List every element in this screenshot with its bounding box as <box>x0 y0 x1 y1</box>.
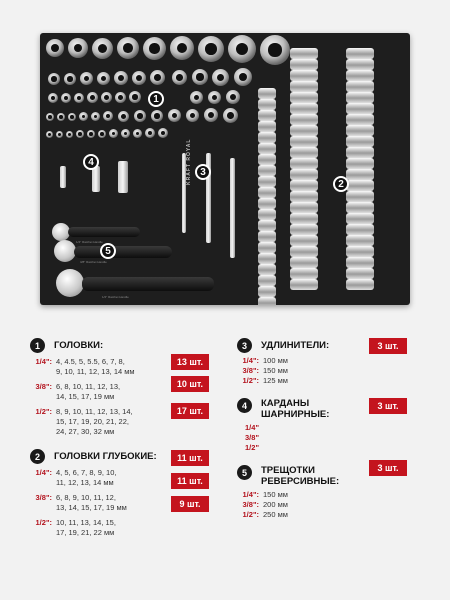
socket <box>198 36 224 62</box>
deep-socket <box>290 114 318 125</box>
deep-socket <box>258 165 276 176</box>
socket <box>109 129 118 138</box>
deep-socket <box>346 59 374 70</box>
socket <box>168 109 181 122</box>
deep-socket <box>258 253 276 264</box>
size-label: 1/4": <box>242 356 259 365</box>
socket <box>151 110 163 122</box>
socket <box>115 92 126 103</box>
count-badge: 17 шт. <box>171 403 209 419</box>
deep-socket <box>290 125 318 136</box>
list-item <box>237 510 417 520</box>
size-value: 200 мм <box>263 500 288 509</box>
list-item <box>237 423 417 433</box>
deep-socket <box>346 202 374 213</box>
deep-socket <box>258 121 276 132</box>
list-item <box>237 490 417 500</box>
socket <box>158 128 168 138</box>
socket <box>46 113 54 121</box>
size-values: 6, 8, 9, 10, 11, 12, 13, 14, 15, 17, 19 мм <box>56 493 127 512</box>
deep-socket <box>346 136 374 147</box>
socket <box>97 72 110 85</box>
count-badge: 3 шт. <box>369 460 407 476</box>
size-label: 3/8": <box>242 500 259 509</box>
deep-socket <box>346 180 374 191</box>
deep-socket <box>290 147 318 158</box>
deep-socket <box>290 268 318 279</box>
ratchet-big-handle <box>82 277 214 291</box>
size-label: 1/2" <box>245 443 259 452</box>
section-title: ТРЕЩОТКИ РЕВЕРСИВНЫЕ: <box>261 465 340 487</box>
count-badge: 3 шт. <box>369 398 407 414</box>
deep-socket <box>346 191 374 202</box>
deep-socket <box>346 235 374 246</box>
socket <box>101 92 112 103</box>
size-label: 1/2": <box>242 510 259 519</box>
deep-socket <box>346 158 374 169</box>
socket <box>114 71 128 85</box>
socket <box>145 128 155 138</box>
universal-joint <box>92 166 100 192</box>
socket <box>48 73 60 85</box>
socket <box>61 93 71 103</box>
socket <box>150 70 165 85</box>
count-badge: 11 шт. <box>171 450 209 466</box>
deep-socket <box>346 169 374 180</box>
list-item <box>237 376 417 386</box>
socket <box>92 38 113 59</box>
deep-socket <box>346 92 374 103</box>
socket <box>212 69 229 86</box>
socket <box>98 130 106 138</box>
socket <box>190 91 203 104</box>
size-label: 3/8": <box>35 382 52 391</box>
list-item <box>237 433 417 443</box>
socket <box>56 131 63 138</box>
socket <box>80 72 93 85</box>
socket <box>226 90 240 104</box>
brand-logo: KRAFT ROYAL <box>186 138 192 185</box>
size-label: 3/8": <box>242 366 259 375</box>
callout-2: 2 <box>333 176 349 192</box>
deep-socket <box>346 246 374 257</box>
section-number: 5 <box>237 465 252 480</box>
socket <box>66 131 73 138</box>
universal-joint <box>118 161 128 193</box>
deep-socket <box>346 224 374 235</box>
deep-socket <box>290 158 318 169</box>
callout-3: 3 <box>195 164 211 180</box>
socket <box>46 131 53 138</box>
size-label: 3/8" <box>245 433 259 442</box>
size-label: 1/2": <box>35 518 52 527</box>
deep-socket <box>346 114 374 125</box>
deep-socket <box>346 81 374 92</box>
socket <box>172 70 187 85</box>
deep-socket <box>258 154 276 165</box>
deep-socket <box>346 103 374 114</box>
ratchet-small-label: 1/4" Ratchet Handle <box>76 240 103 244</box>
deep-socket <box>258 187 276 198</box>
deep-socket <box>290 169 318 180</box>
size-value: 250 мм <box>263 510 288 519</box>
callout-1: 1 <box>148 91 164 107</box>
deep-socket <box>290 235 318 246</box>
size-values: 4, 5, 6, 7, 8, 9, 10, 11, 12, 13, 14 мм <box>56 468 117 487</box>
socket <box>48 93 58 103</box>
deep-socket <box>258 132 276 143</box>
socket <box>46 39 64 57</box>
size-label: 1/2": <box>35 407 52 416</box>
socket <box>204 108 218 122</box>
deep-socket <box>258 88 276 99</box>
deep-socket <box>290 180 318 191</box>
deep-socket <box>258 242 276 253</box>
socket <box>228 35 256 63</box>
deep-socket <box>346 268 374 279</box>
size-value: 125 мм <box>263 376 288 385</box>
socket <box>143 37 166 60</box>
ratchet-big-head <box>56 269 84 297</box>
socket <box>87 92 98 103</box>
socket <box>260 35 290 65</box>
socket <box>129 91 141 103</box>
socket <box>57 113 65 121</box>
section-1-header <box>30 338 210 353</box>
deep-socket <box>290 48 318 59</box>
deep-socket <box>258 297 276 305</box>
deep-socket <box>258 264 276 275</box>
deep-socket <box>258 220 276 231</box>
count-badge: 11 шт. <box>171 473 209 489</box>
size-label: 1/2": <box>242 376 259 385</box>
socket <box>208 91 221 104</box>
size-label: 1/4" <box>245 423 259 432</box>
size-value: 150 мм <box>263 490 288 499</box>
count-badge: 13 шт. <box>171 354 209 370</box>
socket <box>79 112 88 121</box>
deep-socket <box>346 125 374 136</box>
deep-socket <box>258 286 276 297</box>
socket <box>170 36 194 60</box>
deep-socket <box>346 147 374 158</box>
deep-socket <box>346 213 374 224</box>
count-badge: 3 шт. <box>369 338 407 354</box>
ratchet-small-handle <box>68 227 140 237</box>
deep-socket <box>290 257 318 268</box>
deep-socket <box>258 209 276 220</box>
section-title: ГОЛОВКИ ГЛУБОКИЕ: <box>54 451 157 462</box>
deep-socket <box>290 103 318 114</box>
section-extensions <box>237 338 417 520</box>
section-number: 1 <box>30 338 45 353</box>
ratchet-mid-handle <box>74 246 172 258</box>
section-number: 3 <box>237 338 252 353</box>
socket <box>132 71 146 85</box>
list-item <box>237 500 417 510</box>
ratchet-mid-label: 3/8" Ratchet Handle <box>80 260 107 264</box>
size-values: 10, 11, 13, 14, 15, 17, 19, 21, 22 мм <box>56 518 116 537</box>
deep-socket <box>258 198 276 209</box>
size-values: 8, 9, 10, 11, 12, 13, 14, 15, 17, 19, 20, 21, 22, 24, 27, 30, 32 мм <box>56 407 133 436</box>
tool-tray-image <box>40 33 410 305</box>
socket <box>133 129 142 138</box>
deep-socket <box>290 92 318 103</box>
deep-socket <box>290 81 318 92</box>
callout-5: 5 <box>100 243 116 259</box>
deep-socket <box>258 176 276 187</box>
socket <box>68 113 76 121</box>
section-number: 4 <box>237 398 252 413</box>
extension-bar <box>230 158 235 258</box>
deep-socket <box>290 59 318 70</box>
socket <box>64 73 76 85</box>
deep-socket <box>290 279 318 290</box>
ratchet-mid-head <box>54 240 76 262</box>
socket <box>68 38 88 58</box>
socket <box>223 108 238 123</box>
ratchet-big-label: 1/2" Ratchet Handle <box>102 295 129 299</box>
section-title: ГОЛОВКИ: <box>54 340 104 351</box>
deep-socket <box>290 224 318 235</box>
size-label: 1/4": <box>35 468 52 477</box>
size-label: 1/4": <box>35 357 52 366</box>
size-value: 150 мм <box>263 366 288 375</box>
size-value: 100 мм <box>263 356 288 365</box>
list-item <box>30 518 210 538</box>
deep-socket <box>290 191 318 202</box>
deep-socket <box>258 275 276 286</box>
list-item <box>237 356 417 366</box>
deep-socket <box>290 213 318 224</box>
socket <box>117 37 139 59</box>
socket <box>186 109 199 122</box>
socket <box>74 93 84 103</box>
size-values: 4, 4.5, 5, 5.5, 6, 7, 8, 9, 10, 11, 12, 13, 14 мм <box>56 357 135 376</box>
deep-socket <box>346 279 374 290</box>
socket <box>87 130 95 138</box>
deep-socket <box>258 110 276 121</box>
socket <box>91 112 100 121</box>
socket <box>192 69 208 85</box>
deep-socket <box>346 257 374 268</box>
deep-socket <box>290 70 318 81</box>
socket <box>76 130 84 138</box>
socket <box>234 68 252 86</box>
socket <box>118 111 129 122</box>
size-values: 6, 8, 10, 11, 12, 13, 14, 15, 17, 19 мм <box>56 382 121 401</box>
list-item <box>237 366 417 376</box>
universal-joint <box>60 166 66 188</box>
section-number: 2 <box>30 449 45 464</box>
deep-socket <box>258 231 276 242</box>
deep-socket <box>290 202 318 213</box>
socket <box>121 129 130 138</box>
deep-socket <box>258 143 276 154</box>
size-label: 1/4": <box>242 490 259 499</box>
socket <box>103 111 113 121</box>
socket <box>134 110 146 122</box>
deep-socket <box>346 70 374 81</box>
section-title: КАРДАНЫ ШАРНИРНЫЕ: <box>261 398 330 420</box>
deep-socket <box>290 246 318 257</box>
deep-socket <box>258 99 276 110</box>
size-label: 3/8": <box>35 493 52 502</box>
section-title: УДЛИНИТЕЛИ: <box>261 340 330 351</box>
callout-4: 4 <box>83 154 99 170</box>
list-item <box>237 443 417 453</box>
count-badge: 10 шт. <box>171 376 209 392</box>
deep-socket <box>290 136 318 147</box>
count-badge: 9 шт. <box>171 496 209 512</box>
deep-socket <box>346 48 374 59</box>
